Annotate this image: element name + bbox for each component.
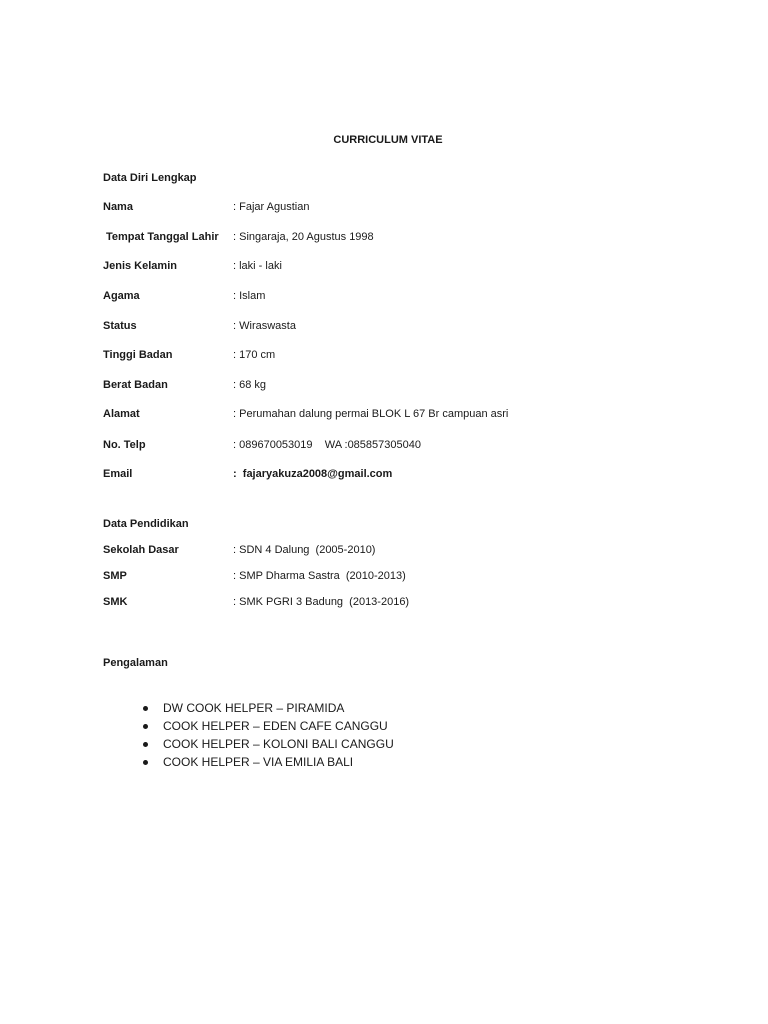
bullet-icon (143, 760, 148, 765)
field-label-gender: Jenis Kelamin (103, 260, 177, 272)
field-value-smk: : SMK PGRI 3 Badung (2013-2016) (233, 596, 410, 608)
field-value-email: : fajaryakuza2008@gmail.com (233, 468, 393, 480)
experience-item-text: COOK HELPER – KOLONI BALI CANGGU (163, 737, 394, 751)
field-label-email: Email (103, 468, 133, 480)
field-label-address: Alamat (103, 408, 140, 420)
field-label-weight: Berat Badan (103, 379, 168, 391)
experience-list (140, 699, 394, 771)
field-label-sd: Sekolah Dasar (103, 544, 179, 556)
document-title: CURRICULUM VITAE (333, 134, 443, 146)
field-label-phone: No. Telp (103, 439, 146, 451)
experience-item (140, 699, 394, 717)
experience-item (140, 735, 394, 753)
experience-item-text: DW COOK HELPER – PIRAMIDA (163, 701, 345, 715)
field-value-height: : 170 cm (233, 349, 276, 361)
field-value-gender: : laki - laki (233, 260, 282, 272)
field-label-height: Tinggi Badan (103, 349, 173, 361)
field-value-sd: : SDN 4 Dalung (2005-2010) (233, 544, 376, 556)
field-value-birth: : Singaraja, 20 Agustus 1998 (233, 231, 374, 243)
field-label-status: Status (103, 320, 137, 332)
bullet-icon (143, 724, 148, 729)
field-value-address: : Perumahan dalung permai BLOK L 67 Br campuan asri (233, 408, 509, 420)
field-value-nama: : Fajar Agustian (233, 201, 310, 213)
bullet-icon (143, 706, 148, 711)
field-value-religion: : Islam (233, 290, 266, 302)
field-value-phone: : 089670053019 WA :085857305040 (233, 439, 421, 451)
experience-item-text: COOK HELPER – EDEN CAFE CANGGU (163, 719, 388, 733)
field-value-status: : Wiraswasta (233, 320, 296, 332)
experience-heading: Pengalaman (103, 657, 168, 669)
experience-item (140, 717, 394, 735)
field-label-smp: SMP (103, 570, 127, 582)
field-label-birth: Tempat Tanggal Lahir (106, 231, 219, 243)
field-value-weight: : 68 kg (233, 379, 267, 391)
personal-data-heading: Data Diri Lengkap (103, 172, 197, 184)
education-heading: Data Pendidikan (103, 518, 189, 530)
field-label-nama: Nama (103, 201, 133, 213)
field-label-religion: Agama (103, 290, 140, 302)
experience-item (140, 753, 394, 771)
field-value-smp: : SMP Dharma Sastra (2010-2013) (233, 570, 406, 582)
field-label-smk: SMK (103, 596, 128, 608)
bullet-icon (143, 742, 148, 747)
experience-item-text: COOK HELPER – VIA EMILIA BALI (163, 755, 354, 769)
